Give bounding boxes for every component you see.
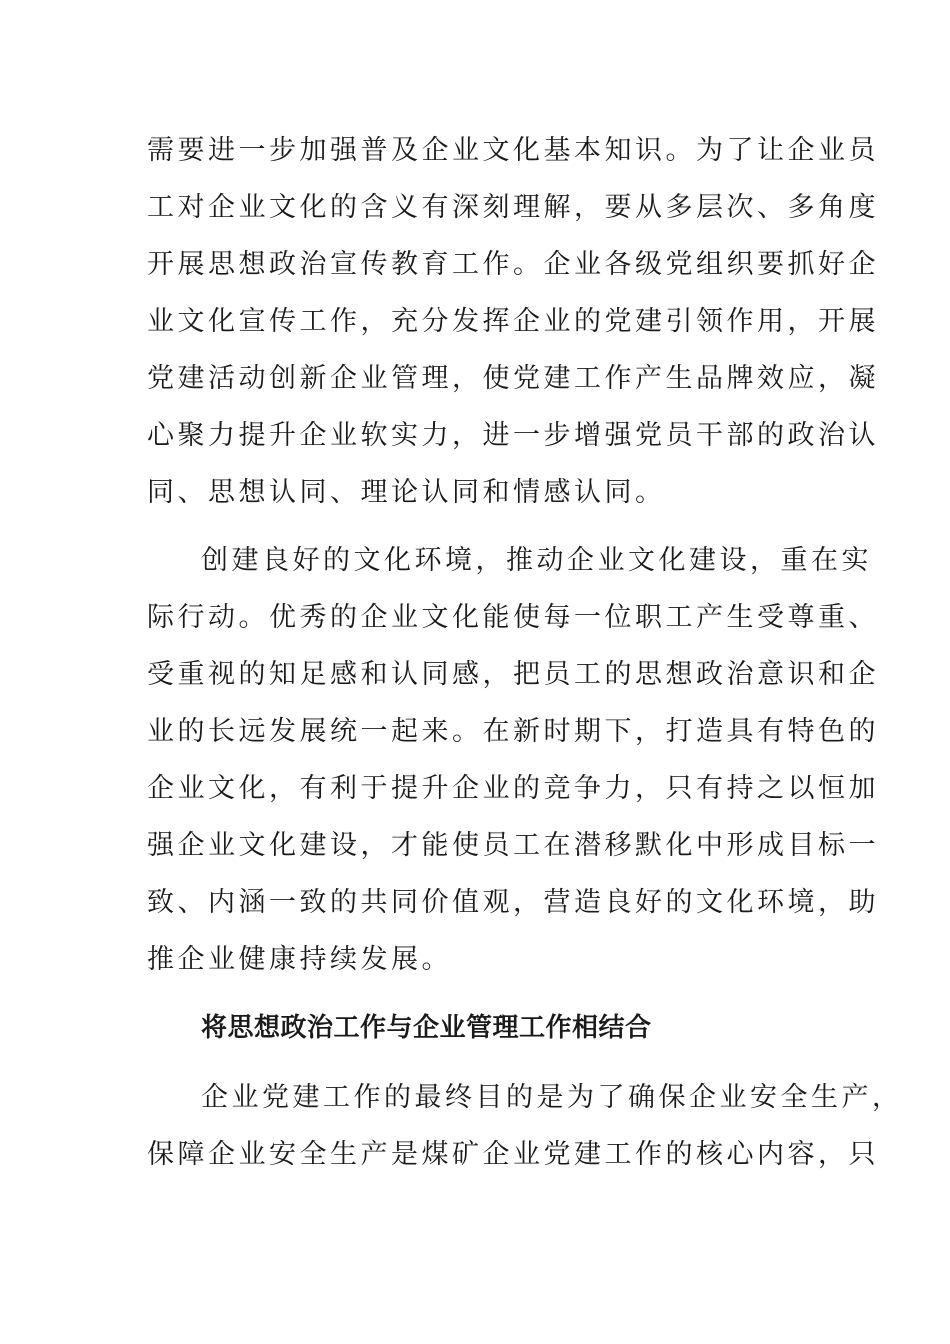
- text-line: 业的长远发展统一起来。在新时期下，打造具有特色的: [147, 716, 879, 747]
- text-line: 业文化宣传工作，充分发挥企业的党建引领作用，开展: [147, 306, 879, 337]
- heading-spacer: [147, 988, 827, 1000]
- text-line: 党建活动创新企业管理，使党建工作产生品牌效应，凝: [147, 363, 879, 394]
- text-line: 受重视的知足感和认同感，把员工的思想政治意识和企: [147, 659, 879, 690]
- text-line: 推企业健康持续发展。: [147, 944, 452, 975]
- paragraph-spacer: [147, 521, 827, 532]
- text-line: 保障企业安全生产是煤矿企业党建工作的核心内容，只: [147, 1139, 879, 1170]
- text-line: 致、内涵一致的共同价值观，营造良好的文化环境，助: [147, 887, 879, 918]
- text-line: 开展思想政治宣传教育工作。企业各级党组织要抓好企: [147, 249, 879, 280]
- text-line: 工对企业文化的含义有深刻理解，要从多层次、多角度: [147, 192, 879, 223]
- paragraph-3: [147, 1069, 903, 1183]
- paragraph-1: [147, 122, 879, 521]
- text-line: 强企业文化建设，才能使员工在潜移默化中形成目标一: [147, 830, 879, 861]
- text-line: 企业文化，有利于提升企业的竞争力，只有持之以恒加: [147, 773, 879, 804]
- text-line: 心聚力提升企业软实力，进一步增强党员干部的政治认: [147, 420, 879, 451]
- text-line: 际行动。优秀的企业文化能使每一位职工产生受尊重、: [147, 602, 879, 633]
- text-line: 创建良好的文化环境，推动企业文化建设，重在实: [201, 545, 872, 576]
- text-line: 企业党建工作的最终目的是为了确保企业安全生产，: [201, 1082, 903, 1113]
- paragraph-2: [147, 532, 879, 988]
- heading-spacer: [147, 1057, 827, 1069]
- text-line: 同、思想认同、理论认同和情感认同。: [147, 477, 666, 508]
- text-line: 需要进一步加强普及企业文化基本知识。为了让企业员: [147, 135, 879, 166]
- section-heading: 将思想政治工作与企业管理工作相结合: [201, 1013, 652, 1043]
- document-body: [147, 122, 903, 1183]
